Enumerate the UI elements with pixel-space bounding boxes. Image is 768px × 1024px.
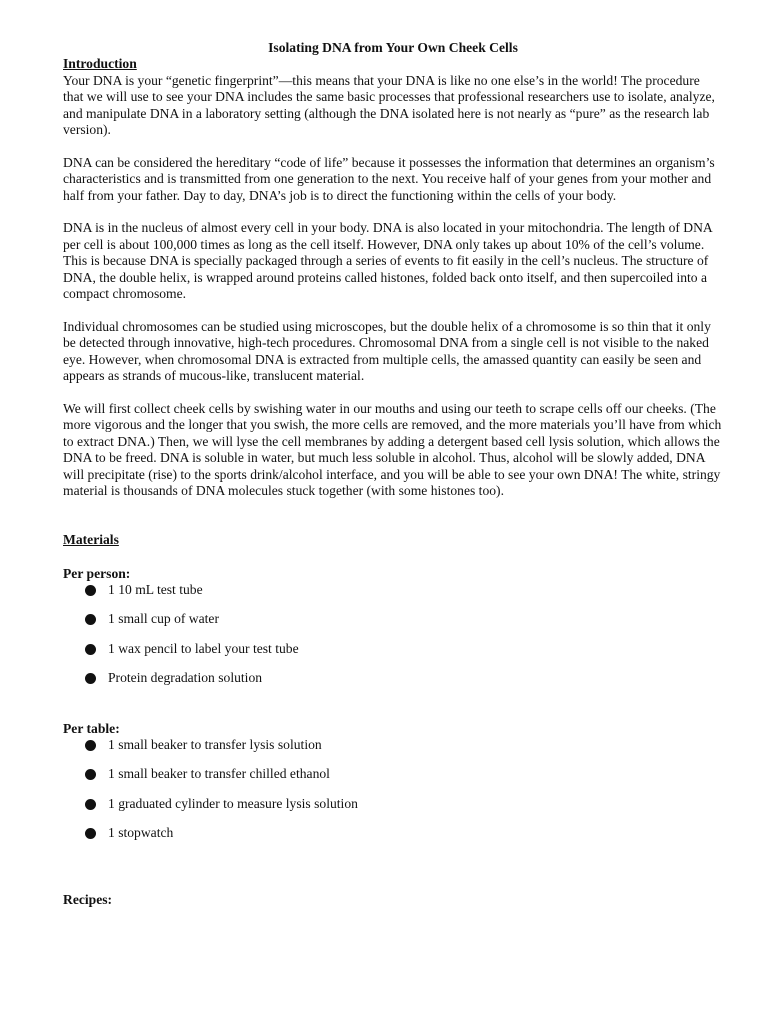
list-item [63, 825, 723, 854]
list-item [63, 582, 723, 611]
list-item [63, 670, 723, 699]
intro-paragraph-3: DNA is in the nucleus of almost every cell in your body. DNA is also located in your mitochondria. The length of DNA per cell is about 100,000 times as long as the cell itself. However, DNA only takes up about 10% of the cell’s volume. This is because DNA is specially packaged through a series of events to fit easily in the cell’s nucleus. The structure of DNA, the double helix, is wrapped around proteins called histones, folded back onto itself, and then supercoiled into a compact chromosome. [63, 220, 712, 302]
intro-paragraph-1: Your DNA is your “genetic fingerprint”—this means that your DNA is like no one else’s in the world! The procedure that we will use to see your DNA includes the same basic processes that professional researchers use to isolate, analyze, and manipulate DNA in a laboratory setting (although the DNA isolated here is not nearly as “pure” as the research lab version). [63, 72, 715, 138]
intro-paragraph-2: DNA can be considered the hereditary “code of life” because it possesses the information that determines an organism’s characteristics and is transmitted from one generation to the next. You receive half of your genes from your mother and half from your father. Day to day, DNA’s job is to direct the functioning within the cells of your body. [63, 154, 715, 203]
list-item [63, 641, 723, 670]
bullet-icon [85, 769, 96, 780]
intro-paragraph-5: We will first collect cheek cells by swishing water in our mouths and using our teeth to scrape cells off our cheeks. (The more vigorous and the longer that you swish, the more cells are removed, and the more materials you’ll have from which to extract DNA.) Then, we will lyse the cell membranes by adding a detergent based cell lysis solution, which allows the DNA to be freed. DNA is soluble in water, but much less soluble in alcohol. Thus, alcohol will be slowly added, DNA will precipitate (rise) to the sports drink/alcohol interface, and you will be able to see your own DNA! The white, stringy material is thousands of DNA molecules stuck together (with some histones too). [63, 400, 722, 498]
list-item-text: 1 wax pencil to label your test tube [108, 640, 299, 656]
bullet-icon [85, 614, 96, 625]
list-item [63, 796, 723, 825]
bullet-icon [85, 585, 96, 596]
per-table-list [63, 737, 723, 854]
per-table-heading: Per table: [63, 720, 120, 736]
document-page [63, 40, 723, 908]
list-item [63, 611, 723, 640]
list-item-text: 1 10 mL test tube [108, 582, 203, 598]
bullet-icon [85, 673, 96, 684]
materials-heading: Materials [63, 532, 119, 548]
bullet-icon [85, 644, 96, 655]
per-person-list [63, 582, 723, 699]
bullet-icon [85, 799, 96, 810]
list-item-text: 1 graduated cylinder to measure lysis solution [108, 795, 358, 811]
list-item-text: 1 small beaker to transfer chilled ethanol [108, 766, 330, 782]
list-item-text: Protein degradation solution [108, 669, 263, 685]
recipes-heading: Recipes: [63, 892, 113, 908]
introduction-heading: Introduction [63, 56, 137, 72]
bullet-icon [85, 740, 96, 751]
list-item [63, 766, 723, 795]
per-person-heading: Per person: [63, 565, 131, 581]
list-item-text: 1 small cup of water [108, 611, 219, 627]
list-item-text: 1 small beaker to transfer lysis solution [108, 737, 322, 753]
bullet-icon [85, 828, 96, 839]
document-title: Isolating DNA from Your Own Cheek Cells [268, 40, 518, 55]
list-item-text: 1 stopwatch [108, 824, 174, 840]
list-item [63, 737, 723, 766]
intro-paragraph-4: Individual chromosomes can be studied using microscopes, but the double helix of a chromosome is so thin that it only be detected through innovative, high-tech procedures. Chromosomal DNA from a single cell is not visible to the naked eye. However, when chromosomal DNA is extracted from multiple cells, the amassed quantity can easily be seen and appears as strands of mucous-like, translucent material. [63, 318, 711, 384]
